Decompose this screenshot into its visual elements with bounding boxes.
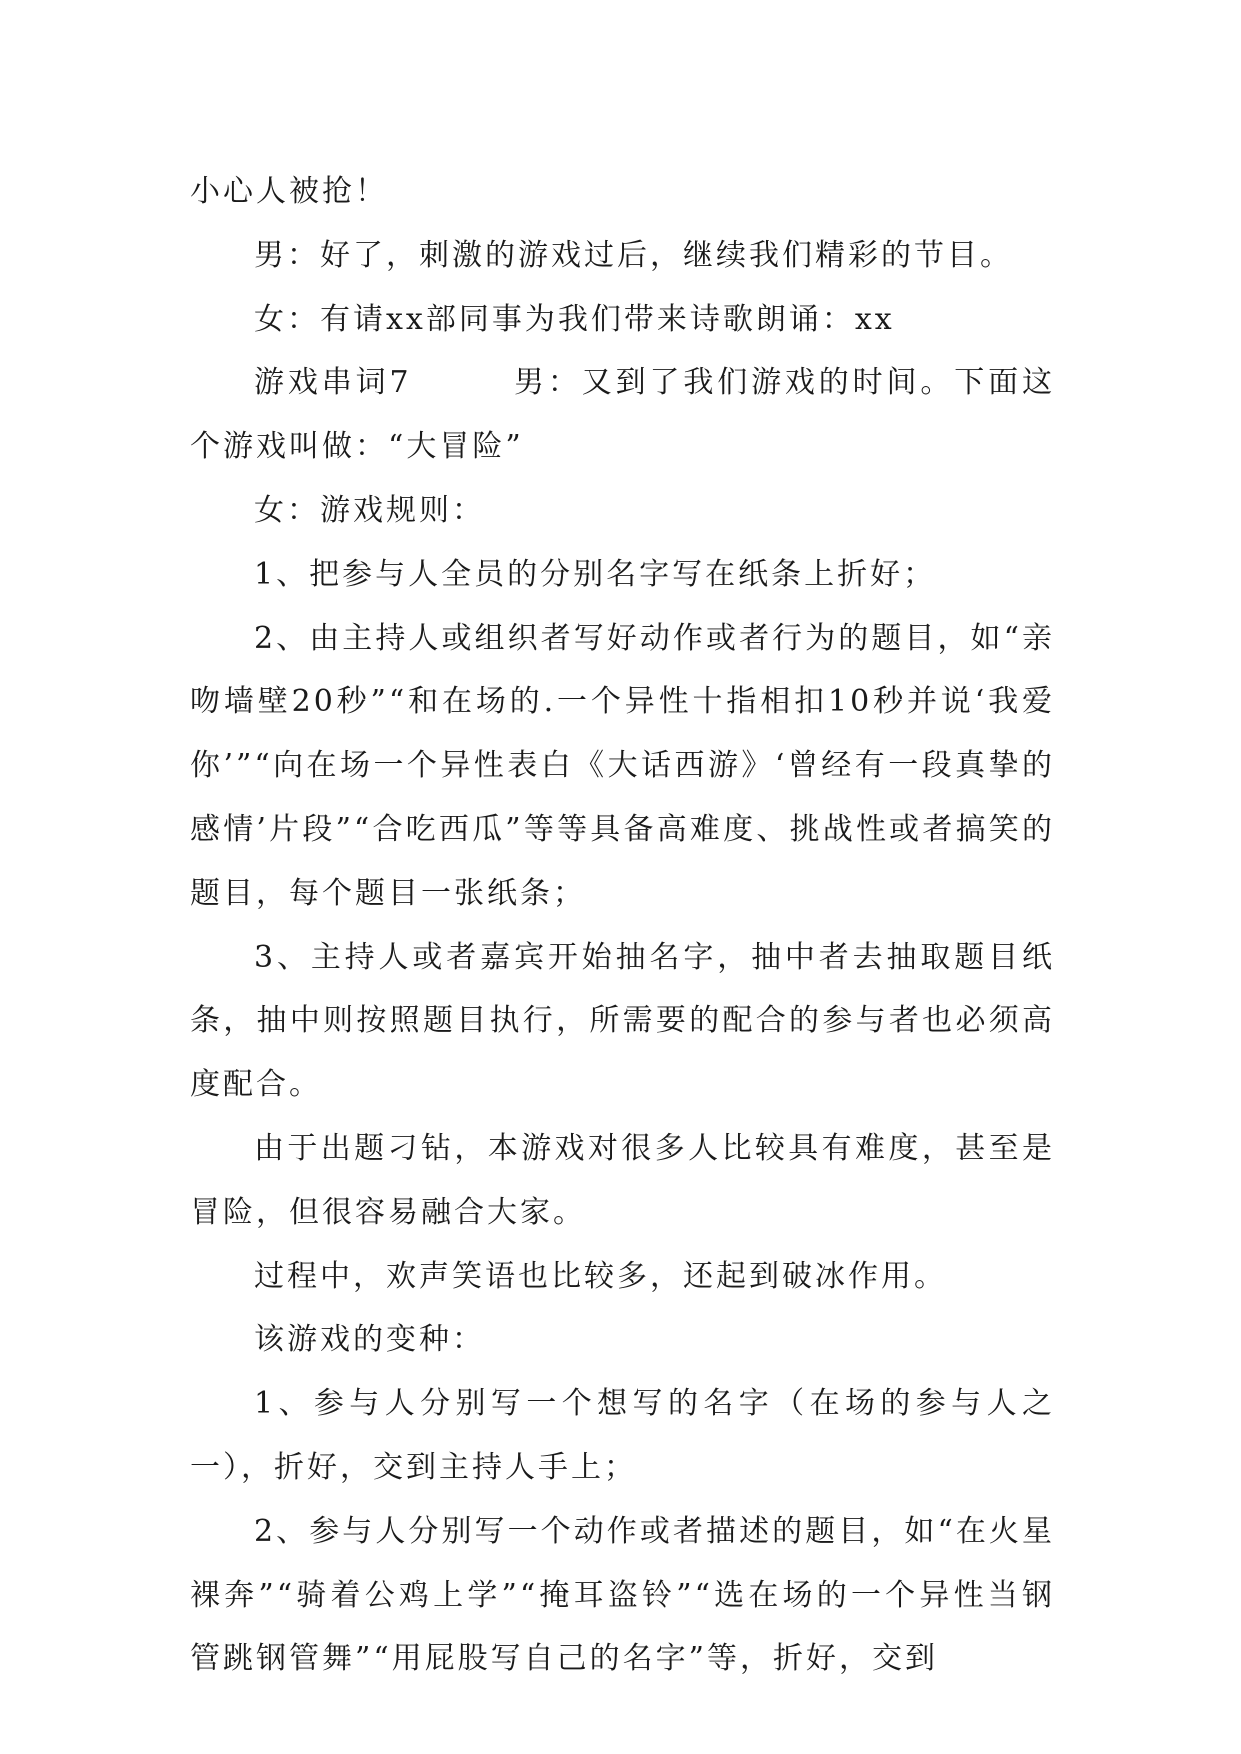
- paragraph-10: 过程中，欢声笑语也比较多，还起到破冰作用。: [254, 1258, 947, 1294]
- paragraph-9: 由于出题刁钻，本游戏对很多人比较具有难度，甚至是冒险，但很容易融合大家。: [190, 1130, 1055, 1230]
- paragraph-12: 1、参与人分别写一个想写的名字（在场的参与人之一），折好，交到主持人手上；: [190, 1386, 1055, 1485]
- paragraph-8: 3、主持人或者嘉宾开始抽名字，抽中者去抽取题目纸条，抽中则按照题目执行，所需要的配合的参与者也必须高度配合。: [190, 939, 1055, 1103]
- paragraph-6: 1、把参与人全员的分别名字写在纸条上折好；: [254, 556, 937, 592]
- paragraph-4: 游戏串词7 男：又到了我们游戏的时间。下面这个游戏叫做：“大冒险”: [190, 365, 1055, 465]
- paragraph-3: 女：有请xx部同事为我们带来诗歌朗诵：xx: [254, 301, 895, 337]
- document-page: [190, 160, 1055, 1691]
- paragraph-1: 小心人被抢！: [190, 174, 388, 209]
- paragraph-7: 2、由主持人或组织者写好动作或者行为的题目，如“亲吻墙壁20秒”“和在场的.一个异性十指相扣10秒并说‘我爱你’”“向在场一个异性表白《大话西游》‘曾经有一段真挚的感情’片段”“合吃西瓜”等等具备高难度、挑战性或者搞笑的题目，每个题目一张纸条；: [190, 620, 1055, 911]
- paragraph-2: 男：好了，刺激的游戏过后，继续我们精彩的节目。: [254, 237, 1013, 273]
- paragraph-11: 该游戏的变种：: [254, 1322, 485, 1358]
- paragraph-5: 女：游戏规则：: [254, 492, 485, 528]
- paragraph-13: 2、参与人分别写一个动作或者描述的题目，如“在火星裸奔”“骑着公鸡上学”“掩耳盗铃”“选在场的一个异性当钢管跳钢管舞”“用屁股写自己的名字”等，折好，交到: [190, 1513, 1055, 1677]
